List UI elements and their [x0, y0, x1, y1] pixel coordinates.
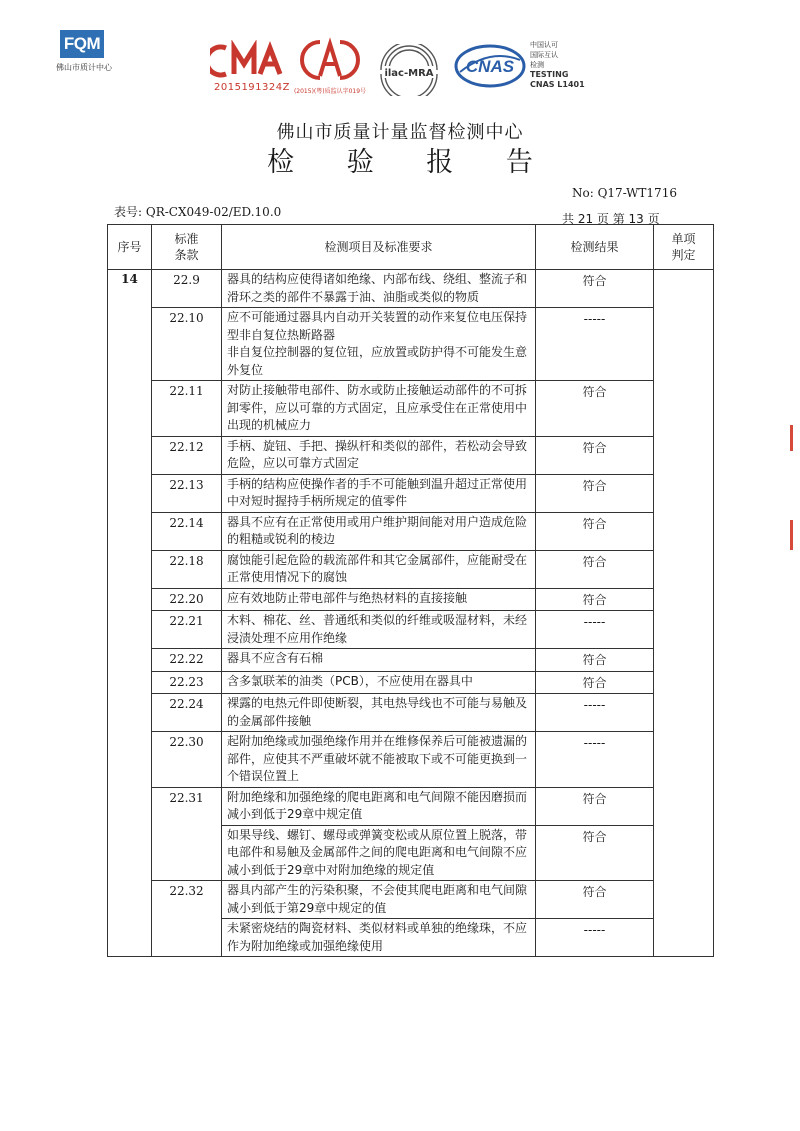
table-row	[108, 732, 714, 788]
cell-requirement: 裸露的电热元件即使断裂，其电热导线也不可能与易触及的金属部件接触	[222, 694, 536, 732]
cell-result: 符合	[536, 512, 654, 550]
cell-result: 符合	[536, 671, 654, 694]
cnas-line-5: CNAS L1401	[530, 80, 585, 89]
table-body	[108, 270, 714, 957]
svg-text:CNAS: CNAS	[465, 57, 515, 76]
table-row	[108, 787, 714, 825]
cell-requirement: 对防止接触带电部件、防水或防止接触运动部件的不可拆卸零件，应以可靠的方式固定，且应承受住在正常使用中出现的机械应力	[222, 381, 536, 437]
table-row	[108, 381, 714, 437]
table-row	[108, 436, 714, 474]
cell-clause: 22.14	[152, 512, 222, 550]
fqm-logo: FQM	[60, 30, 104, 58]
cell-result: -----	[536, 308, 654, 381]
table-row	[108, 588, 714, 611]
cell-requirement: 器具内部产生的污染积聚，不会使其爬电距离和电气间隙减小到低于第29章中规定的值	[222, 881, 536, 919]
table-row	[108, 694, 714, 732]
header-verdict: 单项 判定	[654, 225, 714, 270]
cell-requirement: 器具的结构应使得诸如绝缘、内部布线、绕组、整流子和滑环之类的部件不暴露于油、油脂或类似的物质	[222, 270, 536, 308]
cell-requirement: 应有效地防止带电部件与绝热材料的直接接触	[222, 588, 536, 611]
table-row	[108, 881, 714, 919]
cnas-line-3: 检测	[530, 61, 544, 69]
cal-number: (2015)(粤)质监认字019号	[293, 88, 367, 95]
cell-requirement: 手柄、旋钮、手把、操纵杆和类似的部件，若松动会导致危险，应以可靠方式固定	[222, 436, 536, 474]
scan-edge-mark	[790, 520, 793, 550]
cell-clause: 22.22	[152, 649, 222, 672]
cnas-line-4: TESTING	[530, 70, 569, 79]
inspection-table	[107, 224, 714, 957]
cell-result: 符合	[536, 550, 654, 588]
cell-clause: 22.23	[152, 671, 222, 694]
cell-requirement: 腐蚀能引起危险的载流部件和其它金属部件，应能耐受在正常使用情况下的腐蚀	[222, 550, 536, 588]
cell-requirement: 未紧密烧结的陶瓷材料、类似材料或单独的绝缘珠，不应作为附加绝缘或加强绝缘使用	[222, 919, 536, 957]
cell-clause: 22.12	[152, 436, 222, 474]
cell-requirement: 器具不应含有石棉	[222, 649, 536, 672]
table-row	[108, 671, 714, 694]
form-number: 表号: QR-CX049-02/ED.10.0	[114, 205, 282, 219]
cell-clause: 22.18	[152, 550, 222, 588]
report-title: 检 验 报 告	[267, 147, 555, 178]
cell-result: 符合	[536, 270, 654, 308]
table-row	[108, 649, 714, 672]
table-row	[108, 550, 714, 588]
cell-requirement: 器具不应有在正常使用或用户维护期间能对用户造成危险的粗糙或锐利的棱边	[222, 512, 536, 550]
cnas-caption	[530, 40, 610, 90]
cell-clause: 22.31	[152, 787, 222, 881]
cell-result: 符合	[536, 649, 654, 672]
cell-requirement: 木料、棉花、丝、普通纸和类似的纤维或吸湿材料，未经浸渍处理不应用作绝缘	[222, 611, 536, 649]
scan-edge-mark	[790, 425, 793, 451]
cell-clause: 22.10	[152, 308, 222, 381]
cell-clause: 22.24	[152, 694, 222, 732]
cell-clause: 22.13	[152, 474, 222, 512]
cell-result: -----	[536, 732, 654, 788]
report-number: No: Q17-WT1716	[572, 186, 677, 200]
ilac-mra-logo	[375, 44, 443, 96]
cell-requirement: 手柄的结构应使操作者的手不可能触到温升超过正常使用中对短时握持手柄所规定的值零件	[222, 474, 536, 512]
cell-clause: 22.11	[152, 381, 222, 437]
table-row	[108, 270, 714, 308]
cell-clause: 22.20	[152, 588, 222, 611]
cell-seq: 14	[108, 270, 152, 957]
cell-clause: 22.32	[152, 881, 222, 957]
cell-result: 符合	[536, 881, 654, 919]
cnas-logo	[454, 42, 526, 90]
cell-clause: 22.21	[152, 611, 222, 649]
cell-result: -----	[536, 694, 654, 732]
header-requirement: 检测项目及标准要求	[222, 225, 536, 270]
page-info: 共 21 页 第 13 页	[562, 212, 660, 226]
cnas-line-2: 国际互认	[530, 51, 558, 59]
cell-result: -----	[536, 611, 654, 649]
cell-clause: 22.9	[152, 270, 222, 308]
header-result: 检测结果	[536, 225, 654, 270]
cell-result: 符合	[536, 787, 654, 825]
cell-requirement: 含多氯联苯的油类（PCB），不应使用在器具中	[222, 671, 536, 694]
cma-number: 2015191324Z	[214, 82, 290, 93]
cell-verdict	[654, 270, 714, 957]
cell-result: 符合	[536, 381, 654, 437]
cal-logo	[298, 36, 362, 84]
fqm-subtitle: 佛山市质计中心	[56, 63, 112, 72]
cell-result: -----	[536, 919, 654, 957]
header-seq: 序号	[108, 225, 152, 270]
cma-logo	[210, 40, 294, 82]
header-clause: 标准 条款	[152, 225, 222, 270]
table-row	[108, 308, 714, 381]
cell-requirement: 起附加绝缘或加强绝缘作用并在维修保养后可能被遗漏的部件，应使其不严重破坏就不能被取下或不可能更换到一个错误位置上	[222, 732, 536, 788]
organization-name: 佛山市质量计量监督检测中心	[276, 122, 524, 143]
table-row	[108, 512, 714, 550]
table-row	[108, 611, 714, 649]
cell-requirement: 附加绝缘和加强绝缘的爬电距离和电气间隙不能因磨损而减小到低于29章中规定值	[222, 787, 536, 825]
svg-text:ilac-MRA: ilac-MRA	[384, 68, 434, 79]
cell-result: 符合	[536, 474, 654, 512]
cell-requirement: 应不可能通过器具内自动开关装置的动作来复位电压保持型非自复位热断路器 非自复位控制器的复位钮，应放置或防护得不可能发生意外复位	[222, 308, 536, 381]
cell-result: 符合	[536, 588, 654, 611]
cnas-line-1: 中国认可	[530, 41, 558, 49]
cell-clause: 22.30	[152, 732, 222, 788]
table-row	[108, 474, 714, 512]
cell-result: 符合	[536, 825, 654, 881]
cell-requirement: 如果导线、螺钉、螺母或弹簧变松或从原位置上脱落，带电部件和易触及金属部件之间的爬电距离和电气间隙不应减小到低于29章中对附加绝缘的规定值	[222, 825, 536, 881]
cell-result: 符合	[536, 436, 654, 474]
